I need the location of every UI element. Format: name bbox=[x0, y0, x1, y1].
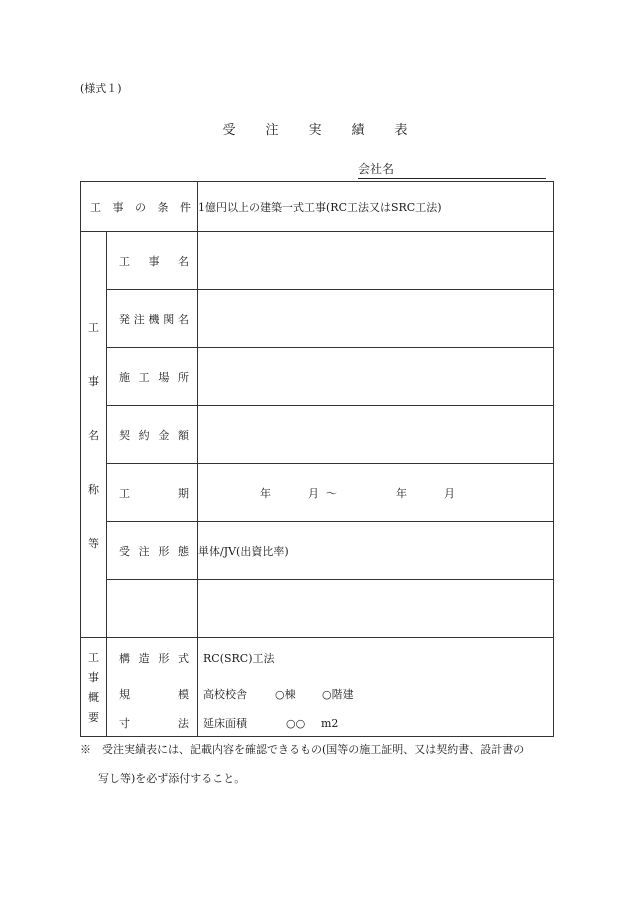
client-input[interactable] bbox=[198, 290, 554, 348]
floor-area-unit: m2 bbox=[321, 716, 339, 730]
client-row bbox=[81, 290, 554, 348]
conditions-label bbox=[81, 199, 197, 215]
conditions-label-char: の bbox=[135, 200, 146, 214]
overview-labels-cell bbox=[107, 638, 198, 737]
side-char: 事 bbox=[88, 374, 99, 388]
scale-value bbox=[198, 678, 553, 710]
location-input[interactable] bbox=[198, 348, 554, 406]
overview-side-char: 要 bbox=[88, 711, 99, 724]
side-char: 名 bbox=[88, 428, 99, 442]
conditions-value: 1億円以上の建築一式工事(RC工法又はSRC工法) bbox=[198, 182, 554, 232]
scale-floors: ○階建 bbox=[322, 688, 354, 701]
overview-side-char: 工 bbox=[88, 651, 99, 664]
structure-value: RC(SRC)工法 bbox=[203, 652, 275, 665]
conditions-label-cell bbox=[81, 182, 198, 232]
period-year-start: 年 bbox=[260, 486, 271, 500]
project-name-label: 工 事 名 bbox=[119, 254, 189, 268]
period-label-cell bbox=[107, 464, 198, 522]
company-name-label: 会社名 bbox=[358, 162, 395, 176]
structure-label: 構 造 形 式 bbox=[119, 652, 189, 665]
blank-input[interactable] bbox=[198, 580, 554, 638]
conditions-label-char: 事 bbox=[112, 200, 124, 214]
scale-label: 規 模 bbox=[119, 688, 189, 701]
location-label: 施 工 場 所 bbox=[119, 370, 189, 384]
period-month-end: 月 bbox=[444, 486, 455, 500]
floor-area-amount: ○○ bbox=[286, 716, 306, 730]
attachment-note-line-1: ※ 受注実績表には、記載内容を確認できるもの(国等の施工証明、又は契約書、設計書の bbox=[80, 743, 525, 756]
client-label-cell bbox=[107, 290, 198, 348]
order-type-row bbox=[81, 522, 554, 580]
overview-values-cell[interactable] bbox=[198, 638, 554, 737]
period-month-start: 月 bbox=[308, 486, 319, 500]
period-label: 工 期 bbox=[119, 486, 189, 500]
side-char: 等 bbox=[88, 536, 99, 550]
overview-row bbox=[81, 638, 554, 737]
overview-side-label bbox=[81, 638, 107, 737]
order-type-value[interactable]: 単体/JV(出資比率) bbox=[198, 522, 554, 580]
blank-label-cell bbox=[107, 580, 198, 638]
company-name-field[interactable] bbox=[358, 160, 546, 179]
contract-amount-input[interactable] bbox=[198, 406, 554, 464]
attachment-note-line-2: 写し等)を必ず添付すること。 bbox=[98, 772, 246, 785]
location-label-cell bbox=[107, 348, 198, 406]
blank-row bbox=[81, 580, 554, 638]
overview-side-char: 事 bbox=[88, 671, 99, 684]
contract-amount-label-cell bbox=[107, 406, 198, 464]
period-row bbox=[81, 464, 554, 522]
conditions-label-char: 工 bbox=[90, 200, 101, 214]
side-char: 称 bbox=[88, 482, 99, 496]
dimension-value bbox=[198, 710, 553, 736]
contract-amount-row bbox=[81, 406, 554, 464]
floor-area-label: 延床面積 bbox=[203, 717, 247, 730]
section-side-label bbox=[81, 232, 107, 638]
side-char: 工 bbox=[88, 320, 99, 334]
scale-buildings: ○棟 bbox=[275, 688, 296, 701]
conditions-label-char: 条 bbox=[157, 200, 169, 214]
order-type-label-cell bbox=[107, 522, 198, 580]
dimension-label: 寸 法 bbox=[119, 717, 189, 730]
period-tilde: ～ bbox=[326, 486, 337, 500]
form-number-label: (様式１) bbox=[80, 82, 122, 95]
period-year-end: 年 bbox=[396, 486, 407, 500]
conditions-label-char: 件 bbox=[180, 200, 191, 214]
period-input[interactable] bbox=[198, 464, 554, 522]
conditions-row bbox=[81, 182, 554, 232]
order-type-label: 受 注 形 態 bbox=[119, 544, 189, 558]
scale-school: 高校校舎 bbox=[203, 688, 247, 701]
location-row bbox=[81, 348, 554, 406]
project-name-input[interactable] bbox=[198, 232, 554, 290]
client-label: 発 注 機 関 名 bbox=[119, 312, 189, 326]
performance-table bbox=[80, 181, 554, 737]
project-name-label-cell bbox=[107, 232, 198, 290]
overview-side-char: 概 bbox=[88, 691, 99, 704]
contract-amount-label: 契 約 金 額 bbox=[119, 428, 189, 442]
page-title: 受注実績表 bbox=[222, 123, 438, 138]
project-name-row bbox=[81, 232, 554, 290]
